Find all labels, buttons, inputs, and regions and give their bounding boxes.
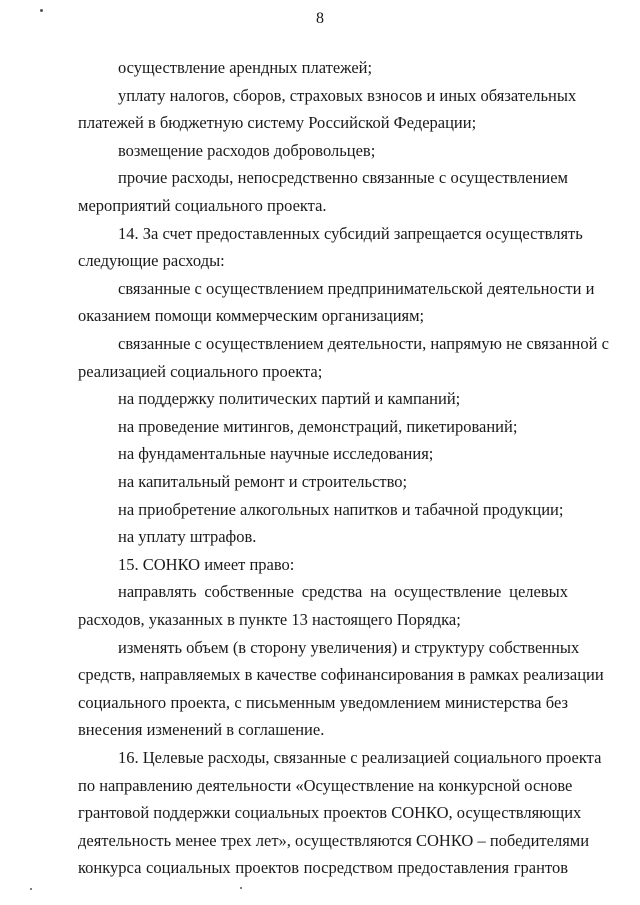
scan-speck	[240, 887, 242, 889]
text-line: 14. За счет предоставленных субсидий запрещается осуществлять	[118, 223, 583, 243]
scan-speck	[40, 9, 43, 12]
text-line: расходов, указанных в пункте 13 настоящего Порядка;	[78, 610, 461, 629]
text-line: социального проекта, с письменным уведомлением министерства без	[78, 692, 568, 712]
text-line: на приобретение алкогольных напитков и табачной продукции;	[118, 499, 564, 519]
text-line: внесения изменений в соглашение.	[78, 720, 325, 740]
text-line: на капитальный ремонт и строительство;	[118, 472, 408, 491]
text-line: связанные с осуществлением предпринимательской деятельности и	[118, 278, 595, 298]
text-line: 15. СОНКО имеет право:	[118, 554, 295, 574]
text-line: осуществление арендных платежей;	[118, 58, 373, 77]
text-line: уплату налогов, сборов, страховых взносов и иных обязательных	[118, 85, 577, 105]
text-line: связанные с осуществлением деятельности, напрямую не связанной с	[118, 334, 609, 353]
text-line: деятельность менее трех лет», осуществляются СОНКО – победителями	[78, 830, 590, 850]
text-line: на поддержку политических партий и кампаний;	[118, 389, 461, 409]
text-line: 16. Целевые расходы, связанные с реализацией социального проекта	[118, 748, 602, 767]
text-line: на проведение митингов, демонстраций, пикетирований;	[118, 416, 518, 436]
text-line: следующие расходы:	[78, 251, 225, 271]
page-number: 8	[316, 10, 324, 27]
text-line: конкурса социальных проектов посредством предоставления грантов	[78, 858, 568, 878]
text-line: на фундаментальные научные исследования;	[118, 444, 434, 464]
text-line: оказанием помощи коммерческим организациям;	[78, 306, 425, 326]
text-line: изменять объем (в сторону увеличения) и структуру собственных	[118, 637, 580, 657]
text-line: платежей в бюджетную систему Российской Федерации;	[78, 113, 477, 133]
text-line: средств, направляемых в качестве софинансирования в рамках реализации	[78, 665, 604, 685]
text-line: грантовой поддержки социальных проектов СОНКО, осуществляющих	[78, 803, 582, 823]
text-line: по направлению деятельности «Осуществление на конкурсной основе	[78, 775, 573, 795]
text-line: мероприятий социального проекта.	[78, 196, 327, 215]
text-line: реализацией социального проекта;	[78, 361, 323, 381]
text-line: направлять собственные средства на осуществление целевых	[118, 582, 568, 602]
text-line: на уплату штрафов.	[118, 527, 257, 547]
scan-speck	[30, 888, 32, 890]
text-line: прочие расходы, непосредственно связанные с осуществлением	[118, 168, 568, 188]
text-line: возмещение расходов добровольцев;	[118, 140, 376, 160]
